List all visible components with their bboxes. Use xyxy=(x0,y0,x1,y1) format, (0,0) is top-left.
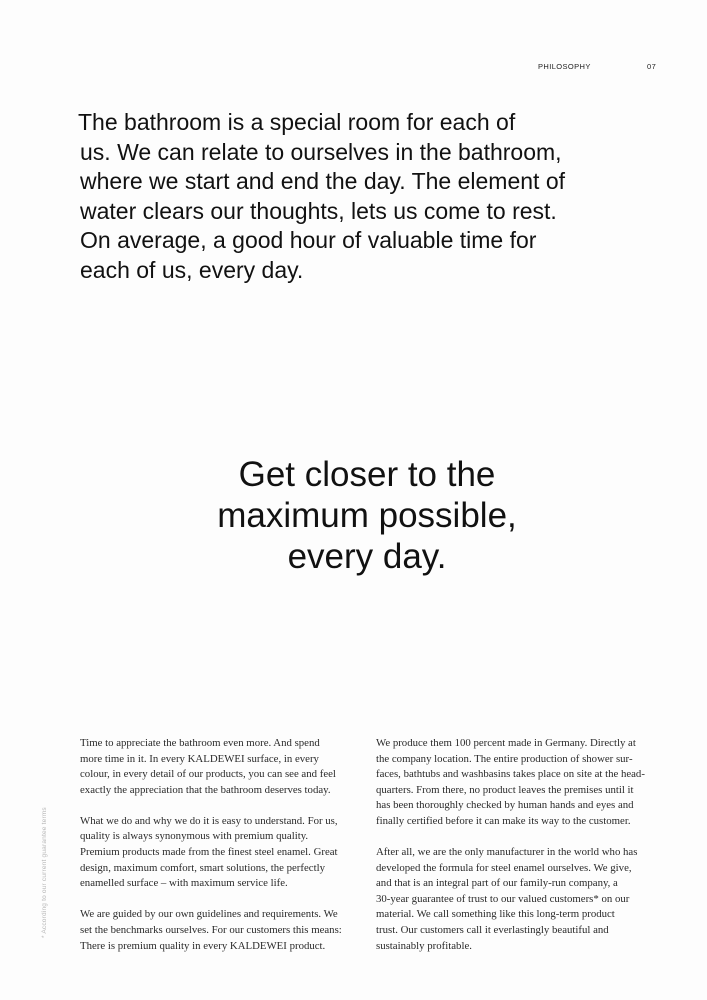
intro-line: where we start and end the day. The element of xyxy=(80,168,565,194)
body-line: trust. Our customers call it everlastingly beautiful and xyxy=(376,924,609,937)
body-line: quality is always synonymous with premium quality. xyxy=(80,830,309,843)
intro-line: The bathroom is a special room for each of xyxy=(78,109,516,135)
body-line: has been thoroughly checked by human hands and eyes and xyxy=(376,799,634,812)
body-line: and that is an integral part of our family-run company, a xyxy=(376,877,618,890)
body-line: What we do and why we do it is easy to understand. For us, xyxy=(80,814,338,827)
guarantee-footnote: * According to our current guarantee terms xyxy=(41,807,48,938)
section-label: PHILOSOPHY xyxy=(538,62,591,71)
body-line: faces, bathtubs and washbasins takes place on site at the head- xyxy=(376,768,645,781)
body-line: There is premium quality in every KALDEWEI product. xyxy=(80,939,326,952)
headline-line: every day. xyxy=(287,537,447,576)
body-line: set the benchmarks ourselves. For our customers this means: xyxy=(80,923,342,936)
intro-line: us. We can relate to ourselves in the bathroom, xyxy=(80,138,562,165)
body-column-right xyxy=(376,736,658,970)
body-line: enamelled surface – with maximum service life. xyxy=(80,877,288,890)
intro-line: On average, a good hour of valuable time for xyxy=(80,227,537,253)
page-number: 07 xyxy=(647,62,657,71)
body-line: Time to appreciate the bathroom even more. And spend xyxy=(80,737,320,749)
body-line: Premium products made from the finest steel enamel. Great xyxy=(80,846,338,859)
intro-line: each of us, every day. xyxy=(80,256,304,283)
headline-line: maximum possible, xyxy=(217,496,517,535)
body-line: colour, in every detail of our products, you can see and feel xyxy=(80,768,336,781)
body-paragraph xyxy=(80,814,362,892)
body-line: quarters. From there, no product leaves the premises until it xyxy=(376,783,634,796)
headline-line: Get closer to the xyxy=(238,455,496,494)
body-paragraph xyxy=(80,907,362,954)
body-line: finally certified before it can make its way to the customer. xyxy=(376,814,631,827)
body-line: design, maximum comfort, smart solutions, the perfectly xyxy=(80,861,325,874)
page-header xyxy=(0,62,707,76)
intro-line: water clears our thoughts, lets us come to rest. xyxy=(80,197,557,224)
body-line: We produce them 100 percent made in Germany. Directly at xyxy=(376,737,636,749)
intro-paragraph xyxy=(78,108,678,285)
body-line: After all, we are the only manufacturer in the world who has xyxy=(376,846,638,859)
body-line: We are guided by our own guidelines and requirements. We xyxy=(80,908,338,921)
headline xyxy=(0,454,707,577)
body-line: more time in it. In every KALDEWEI surface, in every xyxy=(80,752,319,765)
body-paragraph xyxy=(376,736,658,830)
body-line: developed the formula for steel enamel ourselves. We give, xyxy=(376,861,632,874)
body-line: exactly the appreciation that the bathroom deserves today. xyxy=(80,783,331,796)
body-paragraph xyxy=(80,736,362,798)
body-paragraph xyxy=(376,845,658,954)
body-line: the company location. The entire production of shower sur- xyxy=(376,752,633,765)
body-line: sustainably profitable. xyxy=(376,939,472,952)
body-line: 30-year guarantee of trust to our valued customers* on our xyxy=(376,892,630,905)
body-column-left xyxy=(80,736,362,970)
body-line: material. We call something like this long-term product xyxy=(376,908,615,921)
